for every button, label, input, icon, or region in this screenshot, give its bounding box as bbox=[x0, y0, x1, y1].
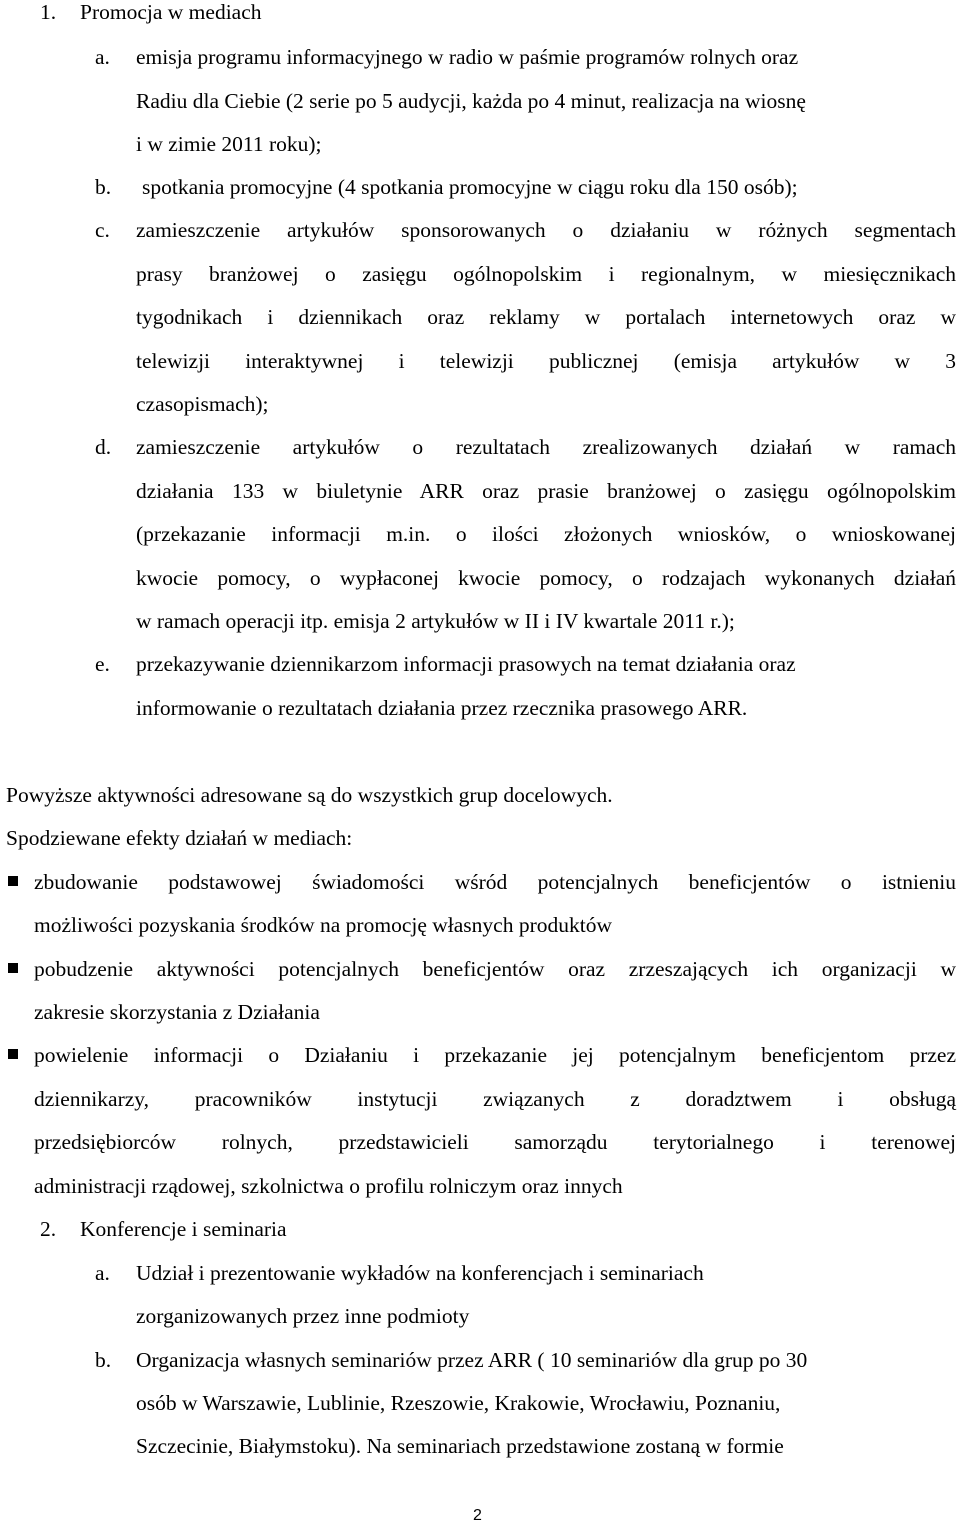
bullet-1-line-1: zbudowanie podstawowej świadomości wśród potencjalnych beneficjentów o istnieniu bbox=[34, 870, 956, 894]
item-1c-line-3: tygodnikach i dziennikach oraz reklamy w portalach internetowych oraz w bbox=[136, 305, 956, 329]
item-1b-marker: b. bbox=[95, 175, 112, 199]
bullet-3-line-3: przedsiębiorców rolnych, przedstawicieli samorządu terytorialnego i terenowej bbox=[34, 1130, 956, 1154]
bullet-3-line-1: powielenie informacji o Działaniu i przekazanie jej potencjalnym beneficjentom przez bbox=[34, 1043, 956, 1067]
item-1d-line-3: (przekazanie informacji m.in. o ilości złożonych wniosków, o wnioskowanej bbox=[136, 522, 956, 546]
section-2-number: 2. bbox=[40, 1217, 57, 1241]
paragraph-target-groups: Powyższe aktywności adresowane są do wszystkich grup docelowych. bbox=[6, 783, 613, 807]
item-2b-line-1: Organizacja własnych seminariów przez ARR ( 10 seminariów dla grup po 30 bbox=[136, 1348, 808, 1372]
bullet-3-line-4: administracji rządowej, szkolnictwa o profilu rolniczym oraz innych bbox=[34, 1174, 623, 1198]
item-1d-line-1: zamieszczenie artykułów o rezultatach zrealizowanych działań w ramach bbox=[136, 435, 956, 459]
item-2a-line-2: zorganizowanych przez inne podmioty bbox=[136, 1304, 470, 1328]
bullet-1-line-2: możliwości pozyskania środków na promocję własnych produktów bbox=[34, 913, 612, 937]
paragraph-expected-effects: Spodziewane efekty działań w mediach: bbox=[6, 826, 353, 850]
section-1-title: Promocja w mediach bbox=[80, 0, 262, 24]
item-2a-marker: a. bbox=[95, 1261, 110, 1285]
item-1a-line-2: Radiu dla Ciebie (2 serie po 5 audycji, każda po 4 minut, realizacja na wiosnę bbox=[136, 89, 806, 113]
section-1-number: 1. bbox=[40, 0, 57, 24]
item-1c-marker: c. bbox=[95, 218, 110, 242]
item-1d-line-2: działania 133 w biuletynie ARR oraz prasie branżowej o zasięgu ogólnopolskim bbox=[136, 479, 956, 503]
item-1e-marker: e. bbox=[95, 652, 110, 676]
square-bullet-icon bbox=[8, 876, 18, 886]
item-2a-line-1: Udział i prezentowanie wykładów na konferencjach i seminariach bbox=[136, 1261, 704, 1285]
item-2b-marker: b. bbox=[95, 1348, 112, 1372]
bullet-2-line-2: zakresie skorzystania z Działania bbox=[34, 1000, 320, 1024]
bullet-2-line-1: pobudzenie aktywności potencjalnych beneficjentów oraz zrzeszających ich organizacji w bbox=[34, 957, 956, 981]
section-2-title: Konferencje i seminaria bbox=[80, 1217, 287, 1241]
square-bullet-icon bbox=[8, 963, 18, 973]
square-bullet-icon bbox=[8, 1049, 18, 1059]
item-1b-line-1: spotkania promocyjne (4 spotkania promocyjne w ciągu roku dla 150 osób); bbox=[142, 175, 798, 199]
item-1d-marker: d. bbox=[95, 435, 112, 459]
page-number: 2 bbox=[473, 1507, 482, 1524]
item-1d-line-5: w ramach operacji itp. emisja 2 artykułów w II i IV kwartale 2011 r.); bbox=[136, 609, 735, 633]
item-2b-line-3: Szczecinie, Białymstoku). Na seminariach przedstawione zostaną w formie bbox=[136, 1434, 784, 1458]
bullet-3-line-2: dziennikarzy, pracowników instytucji związanych z doradztwem i obsługą bbox=[34, 1087, 956, 1111]
item-1d-line-4: kwocie pomocy, o wypłaconej kwocie pomocy, o rodzajach wykonanych działań bbox=[136, 566, 956, 590]
item-1c-line-1: zamieszczenie artykułów sponsorowanych o działaniu w różnych segmentach bbox=[136, 218, 956, 242]
item-1a-line-3: i w zimie 2011 roku); bbox=[136, 132, 322, 156]
item-1e-line-1: przekazywanie dziennikarzom informacji prasowych na temat działania oraz bbox=[136, 652, 796, 676]
item-1e-line-2: informowanie o rezultatach działania przez rzecznika prasowego ARR. bbox=[136, 696, 748, 720]
item-1c-line-2: prasy branżowej o zasięgu ogólnopolskim i regionalnym, w miesięcznikach bbox=[136, 262, 956, 286]
item-1c-line-4: telewizji interaktywnej i telewizji publicznej (emisja artykułów w 3 bbox=[136, 349, 956, 373]
item-1a-line-1: emisja programu informacyjnego w radio w paśmie programów rolnych oraz bbox=[136, 45, 799, 69]
item-1c-line-5: czasopismach); bbox=[136, 392, 269, 416]
item-2b-line-2: osób w Warszawie, Lublinie, Rzeszowie, Krakowie, Wrocławiu, Poznaniu, bbox=[136, 1391, 781, 1415]
item-1a-marker: a. bbox=[95, 45, 110, 69]
